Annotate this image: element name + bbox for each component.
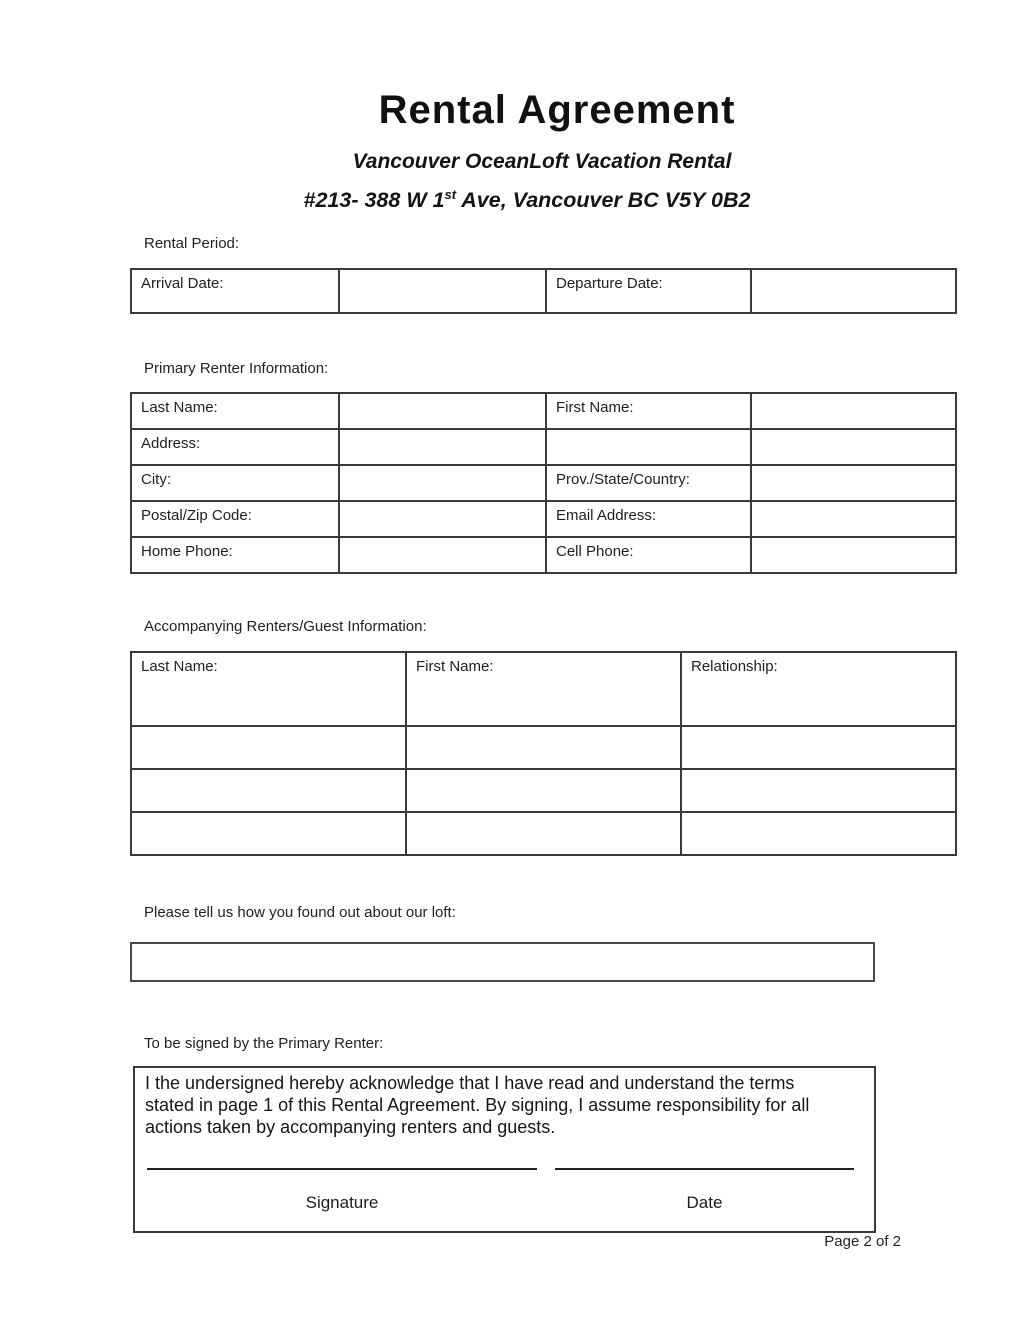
home-phone-label: Home Phone:: [131, 537, 339, 573]
postal-zip-field: [339, 501, 546, 537]
accompanying-renters-table: [130, 651, 957, 856]
rental-period-section-label: Rental Period:: [144, 235, 240, 252]
table-row: [131, 769, 956, 812]
primary-renter-table: [130, 392, 957, 574]
referral-answer-box: [130, 942, 875, 982]
table-row: [131, 465, 956, 501]
address-suffix: Ave, Vancouver BC V5Y 0B2: [456, 188, 751, 213]
guest-first-name-cell: [406, 769, 681, 812]
email-address-field: [751, 501, 956, 537]
table-row: [131, 812, 956, 855]
table-header-row: [131, 652, 956, 726]
table-row: [131, 393, 956, 429]
date-caption: Date: [686, 1193, 723, 1212]
cell-phone-field: [751, 537, 956, 573]
guest-last-name-cell: [131, 726, 406, 769]
address-prefix: #213- 388 W 1: [303, 188, 445, 213]
departure-date-field: [751, 269, 956, 313]
page-number: Page 2 of 2: [824, 1233, 901, 1250]
guest-first-name-header: First Name:: [406, 652, 681, 726]
signature-line: [147, 1168, 537, 1170]
guest-relationship-cell: [681, 726, 956, 769]
signature-section-label: To be signed by the Primary Renter:: [144, 1035, 384, 1052]
address-ordinal-superscript: st: [444, 187, 457, 202]
primary-renter-section-label: Primary Renter Information:: [144, 360, 329, 377]
last-name-field: [339, 393, 546, 429]
prov-state-country-field: [751, 465, 956, 501]
guest-last-name-cell: [131, 812, 406, 855]
table-row: [131, 269, 956, 313]
departure-date-label: Departure Date:: [546, 269, 751, 313]
guest-relationship-cell: [681, 769, 956, 812]
guest-last-name-header: Last Name:: [131, 652, 406, 726]
city-label: City:: [131, 465, 339, 501]
address-field: [339, 429, 546, 465]
accompanying-section-label: Accompanying Renters/Guest Information:: [144, 618, 427, 635]
page-title: Rental Agreement: [378, 88, 736, 132]
date-line: [555, 1168, 854, 1170]
signature-caption: Signature: [305, 1193, 379, 1212]
table-row: [131, 726, 956, 769]
referral-section-label: Please tell us how you found out about our loft:: [144, 904, 456, 921]
arrival-date-label: Arrival Date:: [131, 269, 339, 313]
acknowledgment-statement: I the undersigned hereby acknowledge that I have read and understand the terms stated in page 1 of this Rental Agreement. By signing, I assume responsibility for all actions taken by accompanying renters and guests.: [145, 1073, 810, 1137]
property-address: [15, 187, 1024, 213]
postal-zip-label: Postal/Zip Code:: [131, 501, 339, 537]
prov-state-country-label: Prov./State/Country:: [546, 465, 751, 501]
city-field: [339, 465, 546, 501]
rental-period-table: [130, 268, 957, 314]
signature-acknowledgment-box: [133, 1066, 876, 1233]
last-name-label: Last Name:: [131, 393, 339, 429]
guest-relationship-cell: [681, 812, 956, 855]
address-label: Address:: [131, 429, 339, 465]
arrival-date-field: [339, 269, 546, 313]
guest-last-name-cell: [131, 769, 406, 812]
table-row: [131, 501, 956, 537]
page-subtitle: Vancouver OceanLoft Vacation Rental: [352, 150, 732, 173]
email-address-label: Email Address:: [546, 501, 751, 537]
guest-relationship-header: Relationship:: [681, 652, 956, 726]
guest-first-name-cell: [406, 812, 681, 855]
address-field-cont: [546, 429, 751, 465]
home-phone-field: [339, 537, 546, 573]
guest-first-name-cell: [406, 726, 681, 769]
cell-phone-label: Cell Phone:: [546, 537, 751, 573]
first-name-label: First Name:: [546, 393, 751, 429]
first-name-field: [751, 393, 956, 429]
table-row: [131, 429, 956, 465]
table-row: [131, 537, 956, 573]
address-field-cont-2: [751, 429, 956, 465]
